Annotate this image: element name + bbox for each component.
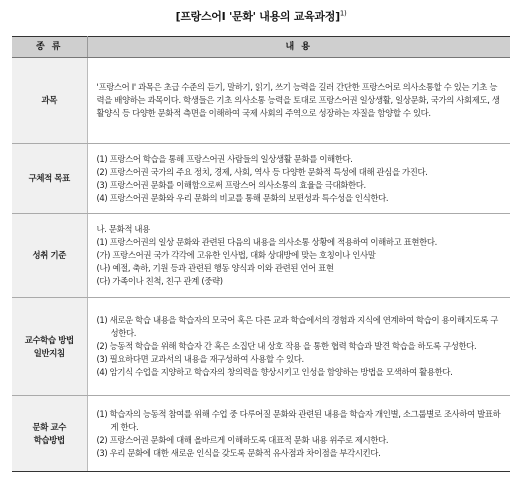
list-item: (2) 프랑스어권 문화에 대해 올바르게 이해하도록 대표적 문화 내용 위주로 제시한다.: [96, 434, 389, 445]
list-item: (3) 필요하다면 교과서의 내용을 재구성하여 사용할 수 있다.: [96, 354, 304, 364]
list-item: (3) 우리 문화에 대한 새로운 인식을 갖도록 문화적 유사점과 차이점을 부각시킨다.: [96, 447, 381, 458]
list-item: (1) 학습자의 능동적 참여를 위해 수업 중 다루어질 문화와 관련된 내용을 학습자 개인별, 소그룹별로 조사하여 발표하게 한다.: [96, 408, 501, 432]
list-item: (4) 암기식 수업을 지양하고 학습자의 창의력을 향상시키고 인성을 함양하는 방법을 모색하여 활용한다.: [96, 367, 453, 377]
category-line: 문화 교수: [32, 421, 67, 432]
list-item: (1) 새로운 학습 내용을 학습자의 모국어 혹은 다른 교과 학습에서의 경험과 지식에 연계하여 학습이 용이해지도록 구성한다.: [96, 315, 499, 338]
row-content: [87, 58, 510, 144]
title-text: [프랑스어Ⅰ '문화' 내용의 교육과정]: [175, 10, 340, 23]
table-row: [12, 396, 510, 472]
row-category: [12, 298, 87, 396]
row-content: [87, 298, 510, 396]
title-footnote-marker: 1): [339, 9, 347, 18]
row-content: [87, 396, 510, 472]
curriculum-table: [12, 36, 510, 472]
list-item: (다) 가족이나 친척, 친구 관계 (중략): [96, 276, 223, 286]
list-item: (1) 프랑스어 학습을 통해 프랑스어권 사람들의 일상생활 문화를 이해한다.: [96, 153, 353, 164]
table-row: [12, 58, 510, 144]
table-row: [12, 298, 510, 396]
list-item: (3) 프랑스어권 문화를 이해함으로써 프랑스어 의사소통의 효율을 극대화한다.: [96, 179, 366, 190]
row-content: [87, 144, 510, 214]
table-row: [12, 144, 510, 214]
list-item: (2) 능동적 학습을 위해 학습자 간 혹은 소집단 내 상호 작용 을 통한 협력 학습과 발견 학습을 하도록 구성한다.: [96, 341, 477, 351]
row-category: 구체적 목표: [12, 144, 87, 214]
list-item: (1) 프랑스어권의 일상 문화와 관련된 다음의 내용을 의사소통 상황에 적용하여 이해하고 표현한다.: [96, 237, 437, 247]
list-item: (나) 예절, 축하, 기원 등과 관련된 행동 양식과 이와 관련된 언어 표현: [96, 263, 334, 273]
category-line: 학습방법: [33, 434, 65, 445]
page-title: [0, 8, 522, 24]
table-row: [12, 214, 510, 298]
header-content: 내 용: [87, 37, 510, 58]
row-category: 성취 기준: [12, 214, 87, 298]
row-paragraph: '프랑스어 Ⅰ' 과목은 초급 수준의 듣기, 말하기, 읽기, 쓰기 능력을 길러 간단한 프랑스어로 의사소통할 수 있는 기초 능력을 배양하는 과목이다. 학생들은 기초 의사소통 능력을 토대로 프랑스어권 일상생활, 일상문화, 국가의 사회제도, 생활양식 등 다양한 문화적 측면을 이해하여 국제 사회의 주역으로 성장하는 자질을 함양할 수 있다.: [96, 82, 500, 118]
row-category: 과목: [12, 58, 87, 144]
table-header-row: [12, 37, 510, 58]
category-line: 일반지침: [33, 347, 65, 358]
list-item: (2) 프랑스어권 국가의 주요 정치, 경제, 사회, 역사 등 다양한 문화적 특성에 대해 관심을 가진다.: [96, 166, 428, 177]
row-content: [87, 214, 510, 298]
category-line: 교수학습 방법: [24, 334, 74, 345]
section-subhead: 나. 문화적 내용: [96, 224, 150, 234]
header-category: 종 류: [12, 37, 87, 58]
list-item: (가) 프랑스어권 국가 각각에 고유한 인사법, 대화 상대방에 맞는 호칭이나 인사말: [96, 250, 376, 260]
row-category: [12, 396, 87, 472]
list-item: (4) 프랑스어권 문화와 우리 문화의 비교를 통해 문화의 보편성과 특수성을 인식한다.: [96, 192, 389, 203]
